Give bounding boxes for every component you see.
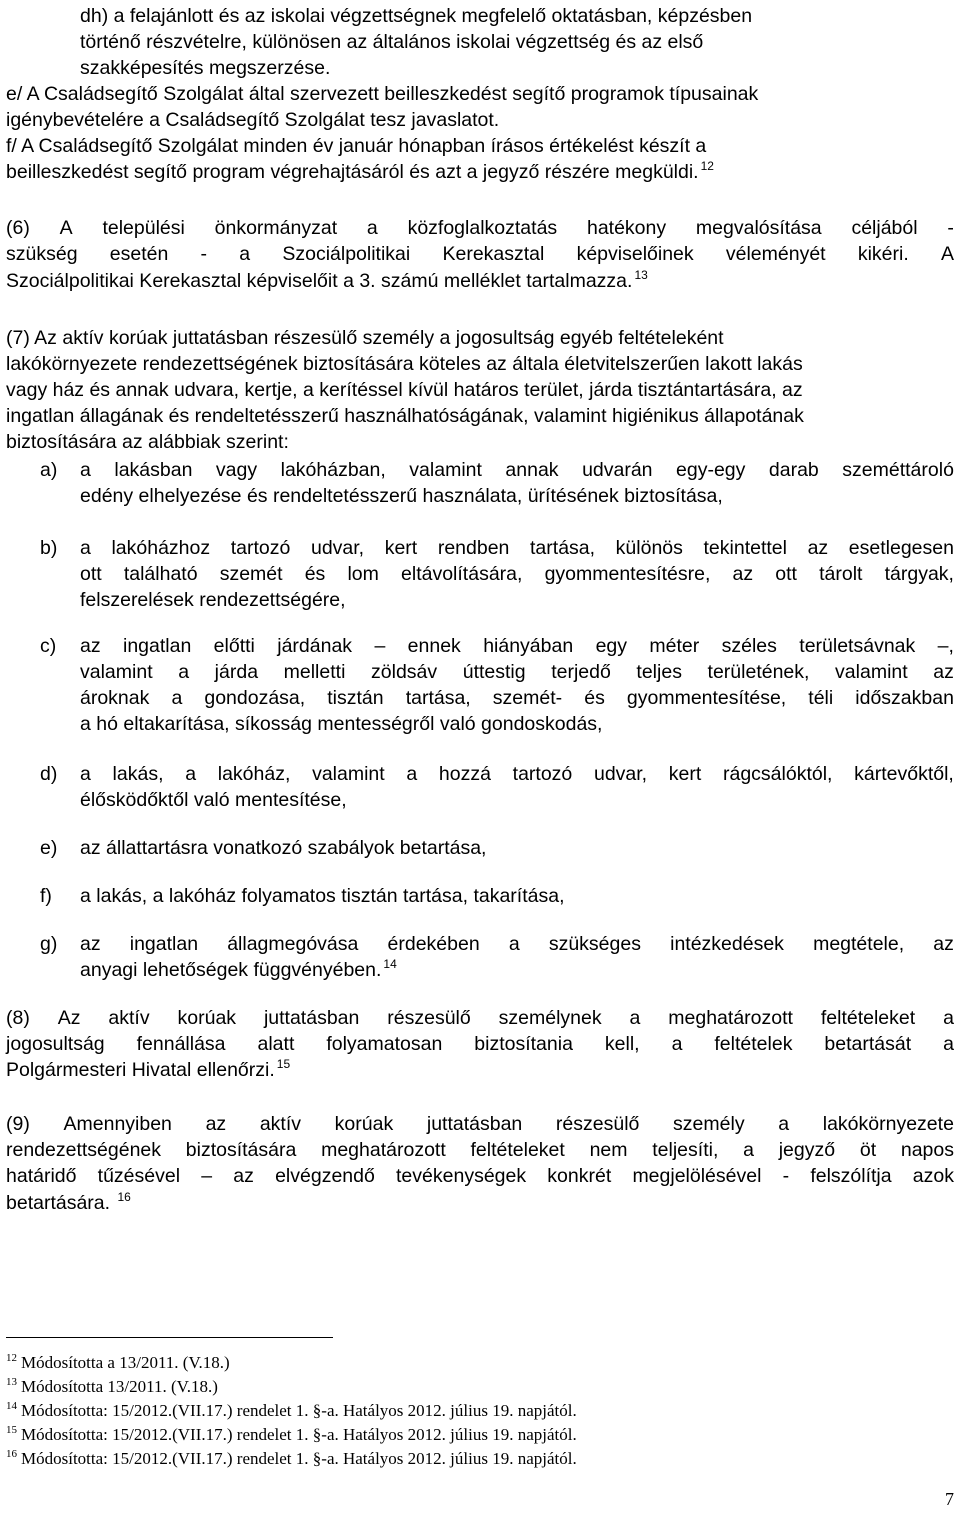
word: teljes xyxy=(636,661,682,683)
list-marker: b) xyxy=(40,537,58,559)
footnote-text: Módosította: 15/2012.(VII.17.) rendelet 1. §-a. Hatályos 2012. július 19. napjától. xyxy=(21,1425,577,1444)
word: udvar, xyxy=(593,763,648,785)
word: hiányában xyxy=(483,635,574,657)
word: céljából xyxy=(851,217,918,239)
word: lom xyxy=(347,563,379,585)
text-line: edény elhelyezése és rendeltetésszerű használata, ürítésének biztosítása, xyxy=(80,485,723,507)
paragraph-7-line-1: (7) Az aktív korúak juttatásban részesülő személy a jogosultság egyéb feltételeként xyxy=(6,327,724,349)
word: a xyxy=(743,1139,754,1161)
word: nem xyxy=(589,1139,628,1161)
paragraph-6-line-1 xyxy=(6,215,954,241)
footnote-15 xyxy=(6,1424,577,1446)
word: betartását xyxy=(824,1033,912,1055)
text-line: e/ A Családsegítő Szolgálat által szervezett beilleszkedést segítő programok típusainak xyxy=(6,83,759,105)
text-line: betartására. xyxy=(6,1192,116,1214)
word: hatékony xyxy=(586,217,667,239)
word: részesülő xyxy=(555,1113,640,1135)
word: téli xyxy=(808,687,834,709)
text-line-with-footnote xyxy=(6,159,714,185)
text-line: Polgármesteri Hivatal ellenőrzi. xyxy=(6,1059,275,1081)
word: Az xyxy=(57,1007,81,1029)
word: vagy xyxy=(215,459,258,481)
word: véleményét xyxy=(725,243,826,265)
word: (6) xyxy=(6,217,30,239)
word: lakásban xyxy=(114,459,193,481)
text-line: szakképesítés megszerzése. xyxy=(80,57,331,79)
word: darab xyxy=(768,459,819,481)
footnote-text: Módosította 13/2011. (V.18.) xyxy=(21,1377,218,1396)
word: melletti xyxy=(283,661,346,683)
word: napos xyxy=(900,1139,954,1161)
word: zöldsáv xyxy=(371,661,438,683)
word: az xyxy=(933,933,954,955)
list-marker: c) xyxy=(40,635,57,657)
footnote-text: Módosította: 15/2012.(VII.17.) rendelet 1. §-a. Hatályos 2012. július 19. napjától. xyxy=(21,1449,577,1468)
text-line: az állattartásra vonatkozó szabályok betartása, xyxy=(80,837,487,859)
word: a xyxy=(80,537,91,559)
word: megvalósítása xyxy=(695,217,822,239)
word: (8) xyxy=(6,1007,30,1029)
word: a xyxy=(671,1033,683,1055)
word: tárolt xyxy=(819,563,863,585)
word: A xyxy=(940,243,954,265)
word: Szociálpolitikai xyxy=(282,243,411,265)
word: az xyxy=(933,661,954,683)
page-number: 7 xyxy=(945,1489,954,1509)
word: kert xyxy=(668,763,702,785)
word: hozzá xyxy=(438,763,491,785)
word: öt xyxy=(859,1139,877,1161)
word: határidő xyxy=(6,1165,77,1187)
word: megjelölésével xyxy=(632,1165,762,1187)
word: kert xyxy=(384,537,418,559)
word: a xyxy=(366,217,378,239)
word: meghatározott xyxy=(668,1007,793,1029)
word: jegyző xyxy=(778,1139,836,1161)
paragraph-9-line-3 xyxy=(6,1163,954,1189)
word: egy-egy xyxy=(676,459,746,481)
word: – xyxy=(374,635,386,657)
word: érdekében xyxy=(387,933,480,955)
word: önkormányzat xyxy=(214,217,338,239)
text-line: felszerelések rendezettségére, xyxy=(80,589,346,611)
word: az xyxy=(80,635,101,657)
paragraph-7-line-3: vagy ház és annak udvara, kertje, a kerítéssel kívül határos terület, járda tisztántartására, az xyxy=(6,379,803,401)
text-line: a lakás, a lakóház folyamatos tisztán tartása, takarítása, xyxy=(80,885,565,907)
word: annak xyxy=(505,459,559,481)
paragraph-7-line-2: lakókörnyezete rendezettségének biztosítására köteles az általa életvitelszerűen lakott lakás xyxy=(6,353,803,375)
word: - xyxy=(782,1165,790,1187)
word: tevékenységek xyxy=(396,1165,527,1187)
paragraph-8-line-2 xyxy=(6,1031,954,1057)
word: udvar, xyxy=(310,537,365,559)
list-item-line xyxy=(80,931,954,957)
text-line: f/ A Családsegítő Szolgálat minden év január hónapban írásos értékelést készít a xyxy=(6,135,707,157)
word: feltételeket xyxy=(820,1007,916,1029)
footnote-text: Módosította: 15/2012.(VII.17.) rendelet 1. §-a. Hatályos 2012. július 19. napjától. xyxy=(21,1401,577,1420)
word: időszakban xyxy=(855,687,954,709)
list-item-line xyxy=(80,787,347,813)
word: tartozó xyxy=(512,763,573,785)
word: különös xyxy=(615,537,683,559)
word: személy xyxy=(673,1113,745,1135)
word: tartozó xyxy=(230,537,291,559)
word: gyommentesítése, xyxy=(626,687,787,709)
paragraph-8-line-3 xyxy=(6,1057,290,1083)
word: szükséges xyxy=(548,933,641,955)
word: szemét- xyxy=(492,687,563,709)
word: személynek xyxy=(498,1007,602,1029)
list-item-line xyxy=(80,633,954,659)
word: található xyxy=(123,563,198,585)
word: állagmegóvása xyxy=(227,933,359,955)
word: Kerekasztal xyxy=(442,243,545,265)
word: képviselőinek xyxy=(576,243,694,265)
word: a xyxy=(778,1113,790,1135)
footnote-mark: 14 xyxy=(383,957,397,971)
word: a xyxy=(943,1007,954,1029)
footnote-mark: 12 xyxy=(700,159,714,173)
word: folyamatosan xyxy=(326,1033,443,1055)
word: esetén xyxy=(109,243,169,265)
list-item-line xyxy=(80,457,954,483)
word: előtti xyxy=(213,635,255,657)
footnote-number: 13 xyxy=(6,1376,17,1388)
word: széles xyxy=(721,635,777,657)
word: juttatásban xyxy=(426,1113,523,1135)
word: szükség xyxy=(6,243,78,265)
list-item-line xyxy=(80,761,954,787)
word: kártevőktől, xyxy=(854,763,954,785)
word: feltételeket xyxy=(470,1139,565,1161)
word: járda xyxy=(214,661,259,683)
footnote-number: 14 xyxy=(6,1400,17,1412)
word: tűzésével xyxy=(97,1165,181,1187)
paragraph-6-line-2 xyxy=(6,241,954,267)
word: tisztán xyxy=(327,687,384,709)
footnote-13 xyxy=(6,1376,218,1398)
word: a xyxy=(943,1033,954,1055)
list-marker: e) xyxy=(40,837,58,859)
word: alatt xyxy=(257,1033,295,1055)
word: úttestig xyxy=(462,661,526,683)
word: – xyxy=(201,1165,213,1187)
paragraph-7-line-4: ingatlan állagának és rendeltetésszerű használhatóságának, valamint higiénikus állapotának xyxy=(6,405,804,427)
list-item-line xyxy=(80,587,346,613)
word: a xyxy=(80,459,91,481)
list-item-line xyxy=(80,685,954,711)
word: lakóház, xyxy=(217,763,291,785)
word: fennállása xyxy=(136,1033,226,1055)
word: biztosítására xyxy=(185,1139,297,1161)
paragraph-8-line-1 xyxy=(6,1005,954,1031)
word: ott xyxy=(775,563,797,585)
word: valamint xyxy=(312,763,385,785)
word: a xyxy=(178,661,190,683)
word: lakás, xyxy=(112,763,164,785)
word: területének, xyxy=(707,661,810,683)
list-item-line xyxy=(80,957,397,983)
word: rágcsálóktól, xyxy=(722,763,833,785)
footnote-text: Módosította a 13/2011. (V.18.) xyxy=(21,1353,230,1372)
word: a xyxy=(171,687,183,709)
word: részesülő xyxy=(387,1007,471,1029)
word: teljesíti, xyxy=(652,1139,719,1161)
word: a xyxy=(239,243,251,265)
word: esetlegesen xyxy=(848,537,954,559)
word: járdának xyxy=(277,635,353,657)
paragraph-9-line-2 xyxy=(6,1137,954,1163)
word: kikéri. xyxy=(857,243,909,265)
word: tartása, xyxy=(405,687,471,709)
list-marker: a) xyxy=(40,459,58,481)
word: (9) xyxy=(6,1113,30,1135)
word: biztosítania xyxy=(474,1033,573,1055)
footnote-mark: 15 xyxy=(276,1057,291,1071)
word: juttatásban xyxy=(263,1007,360,1029)
word: rendezettségének xyxy=(6,1139,162,1161)
footnote-14 xyxy=(6,1400,577,1422)
text-line: beilleszkedést segítő program végrehajtásáról és azt a jegyző részére megküldi. xyxy=(6,161,699,183)
word: ároknak xyxy=(80,687,150,709)
word: ennek xyxy=(407,635,461,657)
word: az xyxy=(233,1165,254,1187)
list-item-line xyxy=(80,835,486,861)
word: valamint xyxy=(409,459,482,481)
footnote-mark: 13 xyxy=(634,268,648,282)
word: egy xyxy=(595,635,628,657)
word: méter xyxy=(649,635,700,657)
word: lakóházhoz xyxy=(111,537,211,559)
word: korúak xyxy=(177,1007,237,1029)
word: megtétele, xyxy=(813,933,905,955)
word: és xyxy=(584,687,605,709)
word: eltávolítására, xyxy=(401,563,523,585)
word: gondozása, xyxy=(204,687,306,709)
word: a xyxy=(629,1007,641,1029)
word: meghatározott xyxy=(321,1139,446,1161)
word: az xyxy=(205,1113,227,1135)
word: a xyxy=(185,763,197,785)
word: –, xyxy=(937,635,954,657)
word: ott xyxy=(80,563,102,585)
word: tartása, xyxy=(530,537,596,559)
list-item-line xyxy=(80,883,565,909)
word: tárgyak, xyxy=(884,563,954,585)
text-line: élősködőktől való mentesítése, xyxy=(80,789,347,811)
word: konkrét xyxy=(547,1165,612,1187)
footnote-number: 15 xyxy=(6,1424,17,1436)
list-marker: d) xyxy=(40,763,58,785)
word: jogosultság xyxy=(6,1033,105,1055)
footnote-mark: 16 xyxy=(117,1190,131,1204)
word: Amennyiben xyxy=(63,1113,172,1135)
word: települési xyxy=(102,217,185,239)
paragraph-9-line-4 xyxy=(6,1190,131,1216)
word: kell, xyxy=(604,1033,640,1055)
word: elvégzendő xyxy=(275,1165,375,1187)
word: az xyxy=(732,563,754,585)
word: intézkedések xyxy=(670,933,784,955)
word: közfoglalkoztatás xyxy=(407,217,558,239)
word: a xyxy=(406,763,418,785)
word: ingatlan xyxy=(122,635,192,657)
word: és xyxy=(304,563,326,585)
list-item-line xyxy=(80,483,723,509)
word: udvarán xyxy=(582,459,653,481)
paragraph-9-line-1 xyxy=(6,1111,954,1137)
paragraph-7-line-5: biztosítására az alábbiak szerint: xyxy=(6,431,289,453)
word: területsávnak xyxy=(799,635,916,657)
word: aktív xyxy=(108,1007,150,1029)
text-line: anyagi lehetőségek függvényében. xyxy=(80,959,382,981)
word: azok xyxy=(912,1165,954,1187)
word: valamint xyxy=(80,661,153,683)
word: lakókörnyezete xyxy=(822,1113,954,1135)
word: aktív xyxy=(259,1113,302,1135)
list-marker: f) xyxy=(40,885,52,907)
word: feltételek xyxy=(714,1033,793,1055)
list-item-line xyxy=(80,659,954,685)
text-line: Szociálpolitikai Kerekasztal képviselőit a 3. számú melléklet tartalmazza. xyxy=(6,270,633,292)
word: ingatlan xyxy=(129,933,199,955)
list-marker: g) xyxy=(40,933,58,955)
footnote-number: 16 xyxy=(6,1448,17,1460)
word: lakóházban, xyxy=(280,459,386,481)
word: a xyxy=(508,933,520,955)
word: az xyxy=(80,933,101,955)
list-item-line xyxy=(80,535,954,561)
word: valamint xyxy=(835,661,908,683)
list-item-line xyxy=(80,561,954,587)
word: terjedő xyxy=(551,661,611,683)
word: felszólítja xyxy=(810,1165,892,1187)
word: szeméttároló xyxy=(842,459,954,481)
footnote-16 xyxy=(6,1448,577,1470)
footnote-separator xyxy=(6,1337,333,1338)
paragraph-6-line-3 xyxy=(6,268,648,294)
text-line: történő részvételre, különösen az általános iskolai végzettség és az első xyxy=(80,31,704,53)
footnote-12 xyxy=(6,1352,230,1374)
text-line: a hó eltakarítása, síkosság mentességről való gondoskodás, xyxy=(80,713,603,735)
word: tekintettel xyxy=(703,537,787,559)
word: - xyxy=(200,243,208,265)
word: szemét xyxy=(219,563,283,585)
text-line: igénybevételére a Családsegítő Szolgálat tesz javaslatot. xyxy=(6,109,500,131)
word: a xyxy=(80,763,91,785)
word: A xyxy=(59,217,73,239)
word: korúak xyxy=(334,1113,394,1135)
text-line: dh) a felajánlott és az iskolai végzettségnek megfelelő oktatásban, képzésben xyxy=(80,5,753,27)
footnote-number: 12 xyxy=(6,1352,17,1364)
list-item-line xyxy=(80,711,602,737)
word: rendben xyxy=(437,537,510,559)
word: gyommentesítésre, xyxy=(544,563,711,585)
word: - xyxy=(947,217,954,239)
word: az xyxy=(807,537,829,559)
